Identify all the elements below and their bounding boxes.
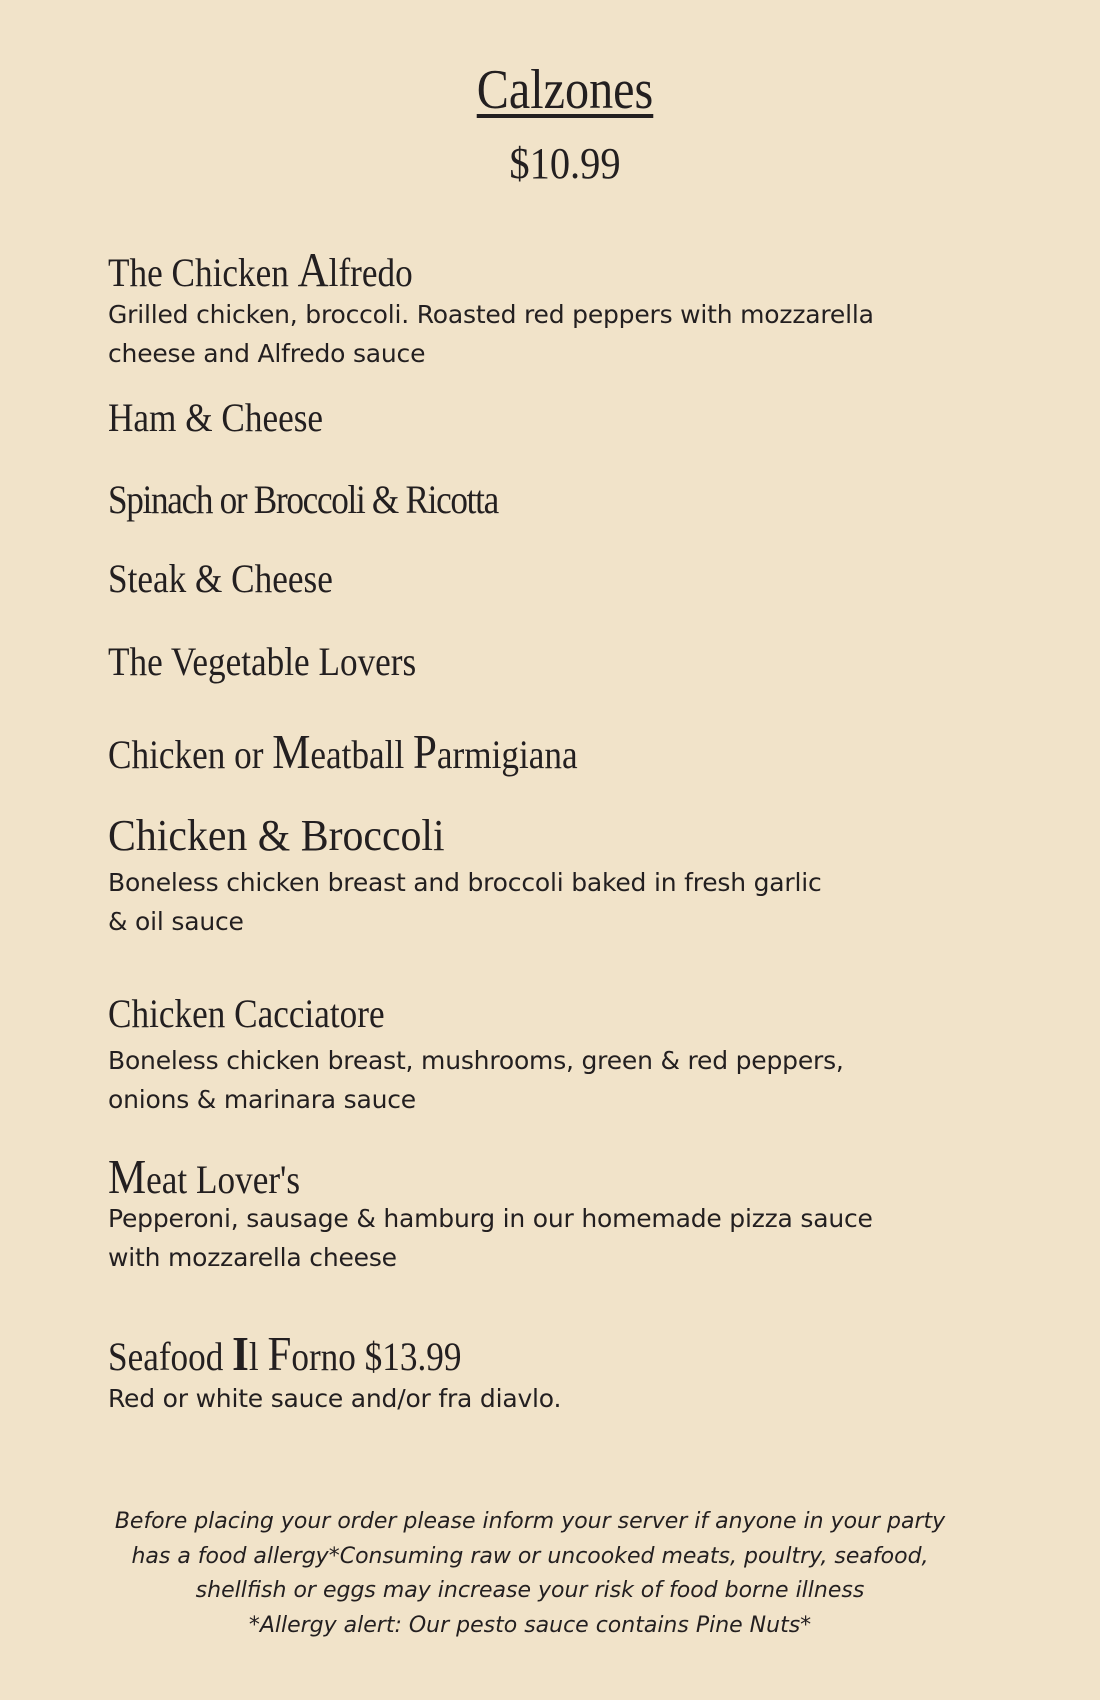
item-desc-chicken-cacciatore: Boneless chicken breast, mushrooms, green & red peppers, onions & marinara sauce: [108, 1046, 844, 1114]
item-name-chicken-broccoli: Chicken & Broccoli: [108, 811, 445, 860]
item-name-seafood-il-forno: Seafood Il Forno $13.99: [108, 1327, 462, 1381]
item-desc-meat-lovers: Pepperoni, sausage & hamburg in our homemade pizza sauce with mozzarella cheese: [108, 1204, 873, 1272]
page-title: Calzones: [476, 59, 654, 121]
item-name-ham-cheese: Ham & Cheese: [108, 395, 324, 440]
item-name-spinach-broccoli-ricotta: Spinach or Broccoli & Ricotta: [108, 477, 498, 522]
section-price: $10.99: [509, 139, 621, 188]
allergy-notice: Before placing your order please inform your server if anyone in your party has a food allergy*Consuming raw or uncooked meats, poultry, seafood, shellfish or eggs may increase your risk of food borne illness *Allergy alert: Our pesto sauce contains Pine Nuts*: [114, 1509, 946, 1638]
item-name-vegetable-lovers: The Vegetable Lovers: [108, 639, 417, 684]
item-desc-chicken-broccoli: Boneless chicken breast and broccoli baked in fresh garlic & oil sauce: [108, 868, 822, 936]
item-desc-seafood-il-forno: Red or white sauce and/or fra diavlo.: [108, 1384, 562, 1413]
item-name-chicken-alfredo: The Chicken Alfredo: [108, 243, 413, 297]
item-name-steak-cheese: Steak & Cheese: [108, 556, 333, 601]
item-name-chicken-cacciatore: Chicken Cacciatore: [108, 991, 385, 1036]
item-name-chicken-meatball-parmigiana: Chicken or Meatball Parmigiana: [108, 725, 578, 779]
item-desc-chicken-alfredo: Grilled chicken, broccoli. Roasted red peppers with mozzarella cheese and Alfredo sauce: [108, 300, 874, 368]
item-name-meat-lovers: Meat Lover's: [108, 1150, 301, 1204]
